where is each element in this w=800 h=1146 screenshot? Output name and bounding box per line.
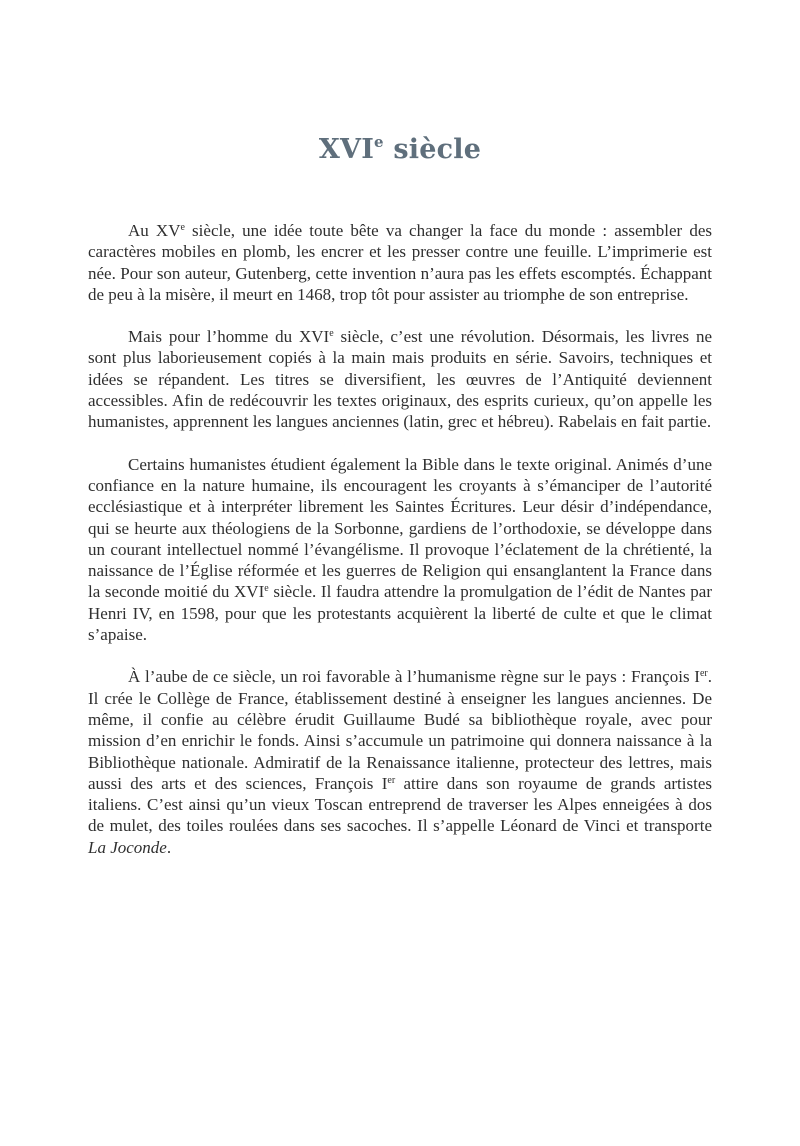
text-run: Certains humanistes étudient également la Bible dans le texte original. Animés d’une confiance en la nature humaine, ils encouragent les croyants à s’émanciper de l’autorité ecclésiastique et à interpréter librement les Saintes Écritures. Leur désir d’indépendance, qui se heurte aux théologiens de la Sorbonne, gardiens de l’orthodoxie, se développe dans un courant intellectuel nommé l’évangélisme. Il provoque l’éclatement de la chrétienté, la naissance de l’Église réformée et les guerres de Religion qui ensanglantent la France dans la seconde moitié du XVI [88,454,712,602]
superscript: e [180,222,185,233]
text-run: Au XV [128,221,181,240]
paragraph-1 [88,220,712,305]
paragraph-2 [88,326,712,432]
title-superscript: e [374,133,384,151]
text-run: . [166,837,172,857]
superscript: e [264,583,269,595]
title-rest: siècle [383,134,482,165]
superscript: er [699,668,708,680]
text-run: Mais pour l’homme du XVI [128,327,330,347]
text-run: À l’aube de ce siècle, un roi favorable à l’humanisme règne sur le pays : François I [128,667,700,687]
text-run: attire dans son royaume de grands artistes italiens. C’est ainsi qu’un vieux Toscan entreprend de traverser les Alpes enneigées à dos de mulet, des toiles roulées dans ses sacoches. Il s’appelle Léonard de Vinci et transporte [88,773,712,836]
title-main: XVI [318,134,375,165]
page-title [0,134,800,165]
text-run: . Il crée le Collège de France, établissement destiné à enseigner les langues anciennes. De même, il confie au célèbre érudit Guillaume Budé sa bibliothèque royale, avec pour mission d’en enrichir le fonds. Ainsi s’accumule un patrimoine qui donnera naissance à la Bibliothèque nationale. Admiratif de la Renaissance italienne, protecteur des lettres, mais aussi des arts et des sciences, François I [88,667,712,793]
italic-title: La Joconde [88,837,167,857]
paragraph-3 [88,454,712,646]
paragraph-4 [88,666,712,858]
text-run: siècle. Il faudra attendre la promulgation de l’édit de Nantes par Henri IV, en 1598, pour que les protestants acquièrent la liberté de culte et que le climat s’apaise. [88,582,712,645]
text-run: siècle, une idée toute bête va changer la face du monde : assembler des caractères mobiles en plomb, les encrer et les presser contre une feuille. L’imprimerie est née. Pour son auteur, Gutenberg, cette invention n’aura pas les effets escomptés. Échappant de peu à la misère, il meurt en 1468, trop tôt pour assister au triomphe de son entreprise. [88,221,712,304]
body-text [88,220,712,879]
superscript: er [387,774,396,786]
text-run: siècle, c’est une révolution. Désormais, les livres ne sont plus laborieusement copiés à la main mais produits en série. Savoirs, techniques et idées se répandent. Les titres se diversifient, les œuvres de l’Antiquité deviennent accessibles. Afin de redécouvrir les textes originaux, des esprits curieux, qu’on appelle les humanistes, apprennent les langues anciennes (latin, grec et hébreu). Rabelais en fait partie. [88,327,712,432]
superscript: e [329,328,334,340]
